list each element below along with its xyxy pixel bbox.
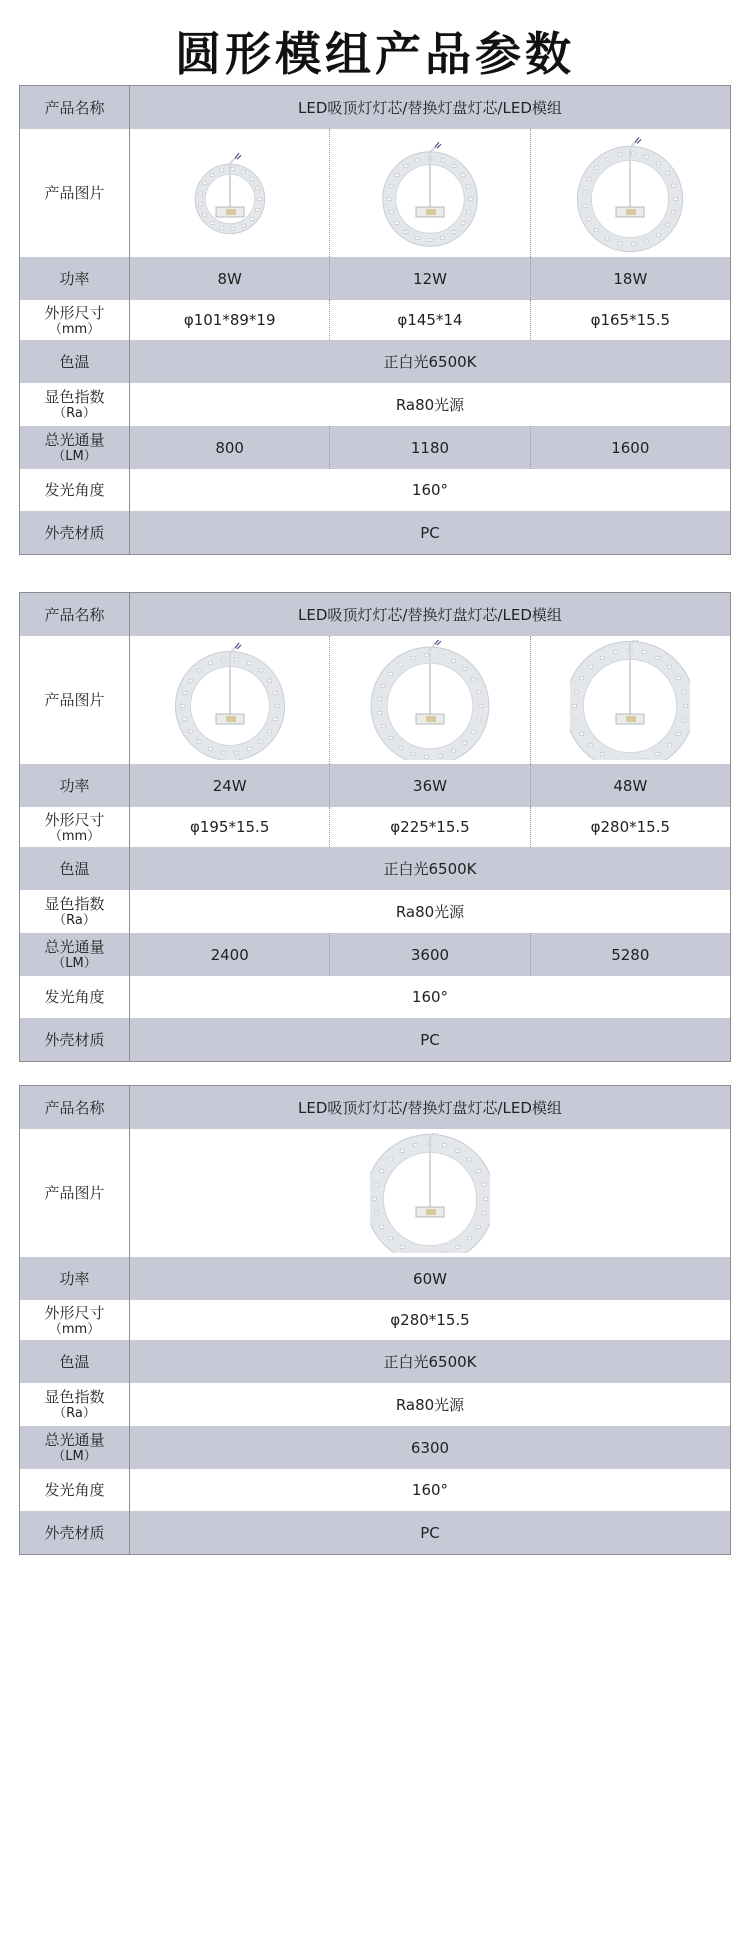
spec-row-cct	[20, 340, 730, 383]
row-label: 发光角度	[20, 1469, 130, 1511]
spec-row-cct	[20, 847, 730, 890]
spec-row-power	[20, 257, 730, 300]
spec-row-angle	[20, 976, 730, 1018]
spec-row-size	[20, 1300, 730, 1340]
value-cell: 12W	[329, 257, 529, 300]
value-cell: PC	[420, 1030, 440, 1049]
value-cell: φ101*89*19	[183, 311, 276, 329]
row-values	[130, 426, 730, 469]
value-cell: 24W	[212, 776, 247, 795]
page-title: 圆形模组产品参数	[175, 27, 575, 81]
row-label: 色温	[20, 1340, 130, 1383]
row-label: 产品图片	[20, 129, 130, 257]
spec-row-power	[20, 1257, 730, 1300]
row-label	[20, 933, 130, 976]
value-cell: 正白光6500K	[383, 860, 477, 878]
spec-row-power	[20, 764, 730, 807]
row-values	[130, 807, 730, 847]
spec-row-images	[20, 1129, 730, 1257]
product-image-cell	[130, 129, 329, 257]
value-cell: 36W	[329, 764, 529, 807]
value-cell: φ280*15.5	[530, 807, 730, 847]
spec-row-cri	[20, 1383, 730, 1426]
row-values	[130, 1086, 730, 1129]
spec-table	[19, 1085, 731, 1555]
row-label-unit: （mm）	[48, 321, 101, 337]
value-cell: 3600	[329, 933, 529, 976]
row-values	[130, 1511, 730, 1554]
spec-table	[19, 592, 731, 1062]
spec-row-size	[20, 300, 730, 340]
row-label-unit: （LM）	[52, 1449, 97, 1464]
row-values	[130, 847, 730, 890]
led-module-8w-icon	[170, 133, 290, 253]
row-label: 功率	[20, 257, 130, 300]
row-label: 产品名称	[20, 593, 130, 636]
row-values	[130, 636, 730, 764]
row-values	[130, 129, 730, 257]
product-image-cell	[130, 636, 329, 764]
row-label	[20, 890, 130, 933]
row-label: 功率	[20, 764, 130, 807]
value-cell: LED吸顶灯灯芯/替换灯盘灯芯/LED模组	[298, 99, 562, 117]
row-label	[20, 807, 130, 847]
value-cell: 160°	[411, 481, 449, 499]
spec-row-cri	[20, 890, 730, 933]
spec-row-shell	[20, 1018, 730, 1061]
value-cell: 6300	[410, 1438, 450, 1457]
row-label-main: 总光通量	[44, 1431, 105, 1449]
value-cell: PC	[420, 523, 440, 542]
led-module-24w-icon	[170, 640, 290, 760]
value-cell: 160°	[411, 1481, 449, 1499]
value-cell: 48W	[530, 764, 730, 807]
product-image-cell	[530, 636, 730, 764]
row-values	[130, 340, 730, 383]
value-cell: φ145*14	[329, 300, 529, 340]
value-cell: 5280	[530, 933, 730, 976]
value-cell: 正白光6500K	[383, 353, 477, 371]
spec-row-name	[20, 86, 730, 129]
row-label: 产品名称	[20, 86, 130, 129]
spec-row-lumen	[20, 933, 730, 976]
row-label-unit: （LM）	[52, 449, 97, 464]
value-cell: φ280*15.5	[390, 1311, 470, 1329]
row-label: 色温	[20, 340, 130, 383]
row-values	[130, 1018, 730, 1061]
product-image-cell	[530, 129, 730, 257]
spec-row-images	[20, 129, 730, 257]
row-label	[20, 426, 130, 469]
row-values	[130, 890, 730, 933]
row-label: 外壳材质	[20, 1018, 130, 1061]
row-label	[20, 1426, 130, 1469]
row-values	[130, 933, 730, 976]
value-cell: 1180	[329, 426, 529, 469]
product-image-cell	[329, 129, 529, 257]
led-module-12w-icon	[370, 133, 490, 253]
row-label-unit: （mm）	[48, 828, 101, 844]
row-label: 产品图片	[20, 1129, 130, 1257]
value-cell: Ra80光源	[395, 396, 465, 414]
row-label-unit: （mm）	[48, 1321, 101, 1337]
row-label: 发光角度	[20, 976, 130, 1018]
value-cell: φ195*15.5	[189, 818, 270, 836]
led-module-48w-icon	[570, 640, 690, 760]
product-image-cell	[329, 636, 529, 764]
row-label: 色温	[20, 847, 130, 890]
row-label	[20, 383, 130, 426]
row-values	[130, 1300, 730, 1340]
row-label-main: 总光通量	[44, 938, 105, 956]
row-values	[130, 300, 730, 340]
row-label-main: 显色指数	[44, 895, 105, 913]
row-label: 产品图片	[20, 636, 130, 764]
spec-row-lumen	[20, 426, 730, 469]
spec-row-name	[20, 1086, 730, 1129]
led-module-36w-icon	[370, 640, 490, 760]
spec-row-cri	[20, 383, 730, 426]
value-cell: 800	[215, 438, 244, 457]
value-cell: φ165*15.5	[530, 300, 730, 340]
led-module-18w-icon	[570, 133, 690, 253]
spec-row-size	[20, 807, 730, 847]
row-values	[130, 1340, 730, 1383]
value-cell: Ra80光源	[395, 1396, 465, 1414]
row-label-main: 总光通量	[44, 431, 105, 449]
spec-row-angle	[20, 469, 730, 511]
row-values	[130, 86, 730, 129]
row-label-main: 显色指数	[44, 388, 105, 406]
spec-row-shell	[20, 511, 730, 554]
row-values	[130, 1469, 730, 1511]
row-values	[130, 976, 730, 1018]
row-label: 发光角度	[20, 469, 130, 511]
spec-table	[19, 85, 731, 555]
row-label: 功率	[20, 1257, 130, 1300]
row-values	[130, 764, 730, 807]
row-label	[20, 300, 130, 340]
row-values	[130, 383, 730, 426]
row-values	[130, 257, 730, 300]
row-values	[130, 511, 730, 554]
led-module-60w-icon	[370, 1133, 490, 1253]
value-cell: 160°	[411, 988, 449, 1006]
value-cell: 60W	[413, 1269, 447, 1288]
spec-row-images	[20, 636, 730, 764]
row-label-unit: （Ra）	[53, 1406, 96, 1421]
spec-row-lumen	[20, 1426, 730, 1469]
row-values	[130, 1383, 730, 1426]
row-values	[130, 1257, 730, 1300]
row-values	[130, 1426, 730, 1469]
row-label-unit: （LM）	[52, 956, 97, 971]
product-image-cell	[130, 1129, 730, 1257]
spec-row-name	[20, 593, 730, 636]
row-label	[20, 1300, 130, 1340]
value-cell: 18W	[530, 257, 730, 300]
row-label	[20, 1383, 130, 1426]
row-label-unit: （Ra）	[53, 406, 96, 421]
value-cell: PC	[420, 1523, 440, 1542]
row-label-unit: （Ra）	[53, 913, 96, 928]
spec-row-angle	[20, 1469, 730, 1511]
row-label: 外壳材质	[20, 1511, 130, 1554]
row-label-main: 外形尺寸	[44, 303, 105, 322]
row-label-main: 外形尺寸	[44, 810, 105, 829]
value-cell: Ra80光源	[395, 903, 465, 921]
value-cell: 2400	[210, 945, 249, 964]
value-cell: LED吸顶灯灯芯/替换灯盘灯芯/LED模组	[298, 1099, 562, 1117]
value-cell: 1600	[530, 426, 730, 469]
spec-row-shell	[20, 1511, 730, 1554]
value-cell: 8W	[217, 269, 242, 288]
value-cell: 正白光6500K	[383, 1353, 477, 1371]
value-cell: LED吸顶灯灯芯/替换灯盘灯芯/LED模组	[298, 606, 562, 624]
row-label: 产品名称	[20, 1086, 130, 1129]
row-values	[130, 593, 730, 636]
row-label: 外壳材质	[20, 511, 130, 554]
row-values	[130, 469, 730, 511]
row-label-main: 显色指数	[44, 1388, 105, 1406]
row-values	[130, 1129, 730, 1257]
row-label-main: 外形尺寸	[44, 1303, 105, 1322]
value-cell: φ225*15.5	[329, 807, 529, 847]
spec-row-cct	[20, 1340, 730, 1383]
